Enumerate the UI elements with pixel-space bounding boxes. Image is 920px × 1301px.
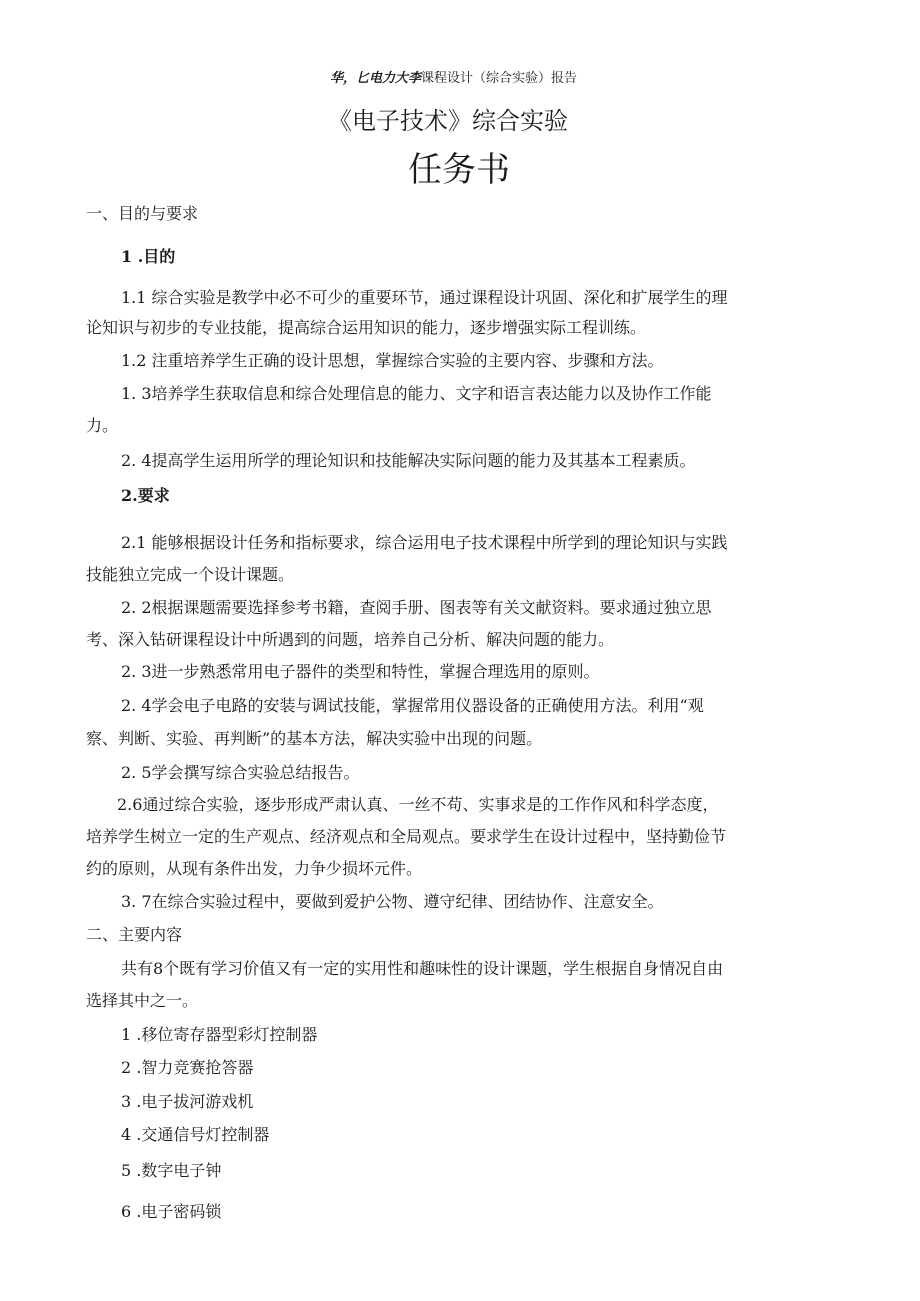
paragraph: 1.1 综合实验是教学中必不可少的重要环节，通过课程设计巩固、深化和扩展学生的理 [121, 288, 728, 307]
subheading-requirements: 2.要求 [121, 486, 170, 505]
list-item: 5 .数字电子钟 [121, 1161, 222, 1180]
paragraph: 技能独立完成一个设计课题。 [86, 565, 295, 584]
subheading-purpose: 1 .目的 [121, 247, 176, 266]
list-item: 2 .智力竞赛抢答器 [121, 1058, 254, 1077]
paragraph: 察、判断、实验、再判断”的基本方法，解决实验中出现的问题。 [86, 729, 543, 748]
paragraph: 2. 4学会电子电路的安装与调试技能，掌握常用仪器设备的正确使用方法。利用“观 [121, 696, 704, 715]
paragraph: 共有8个既有学习价值又有一定的实用性和趣味性的设计课题，学生根据自身情况自由 [121, 959, 724, 978]
document-subtitle: 任务书 [408, 150, 510, 190]
document-title: 《电子技术》综合实验 [328, 107, 568, 135]
paragraph: 1.2 注重培养学生正确的设计思想，掌握综合实验的主要内容、步骤和方法。 [121, 351, 664, 370]
header-university: 华，匕电力大李 [330, 71, 422, 86]
page-header [330, 69, 577, 89]
section-heading-content: 二、主要内容 [86, 925, 183, 944]
paragraph: 培养学生树立一定的生产观点、经济观点和全局观点。要求学生在设计过程中，坚持勤俭节 [86, 827, 727, 846]
paragraph: 2. 2根据课题需要选择参考书籍，查阅手册、图表等有关文献资料。要求通过独立思 [121, 598, 712, 617]
paragraph: 2. 3进一步熟悉常用电子器件的类型和特性，掌握合理选用的原则。 [121, 662, 600, 681]
list-item: 4 .交通信号灯控制器 [121, 1125, 270, 1144]
paragraph: 约的原则，从现有条件出发，力争少损坏元件。 [86, 859, 423, 878]
list-item: 1 .移位寄存器型彩灯控制器 [121, 1025, 318, 1044]
paragraph: 2. 5学会撰写综合实验总结报告。 [121, 763, 360, 782]
paragraph: 1. 3培养学生获取信息和综合处理信息的能力、文字和语言表达能力以及协作工作能 [121, 384, 712, 403]
list-item: 6 .电子密码锁 [121, 1202, 222, 1221]
paragraph: 2.6通过综合实验，逐步形成严肃认真、一丝不苟、实事求是的工作作风和科学态度， [117, 795, 719, 814]
paragraph: 考、深入钻研课程设计中所遇到的问题，培养自己分析、解决问题的能力。 [86, 630, 615, 649]
list-item: 3 .电子拔河游戏机 [121, 1092, 254, 1111]
paragraph: 力。 [86, 416, 119, 435]
paragraph: 论知识与初步的专业技能，提高综合运用知识的能力，逐步增强实际工程训练。 [86, 318, 647, 337]
paragraph: 2.1 能够根据设计任务和指标要求，综合运用电子技术课程中所学到的理论知识与实践 [121, 533, 728, 552]
section-heading-goals: 一、目的与要求 [86, 204, 199, 223]
paragraph: 3. 7在综合实验过程中，要做到爱护公物、遵守纪律、团结协作、注意安全。 [121, 892, 664, 911]
paragraph: 2. 4提高学生运用所学的理论知识和技能解决实际问题的能力及其基本工程素质。 [121, 451, 696, 470]
paragraph: 选择其中之一。 [86, 991, 199, 1010]
header-suffix: 课程设计（综合实验）报告 [421, 71, 578, 86]
